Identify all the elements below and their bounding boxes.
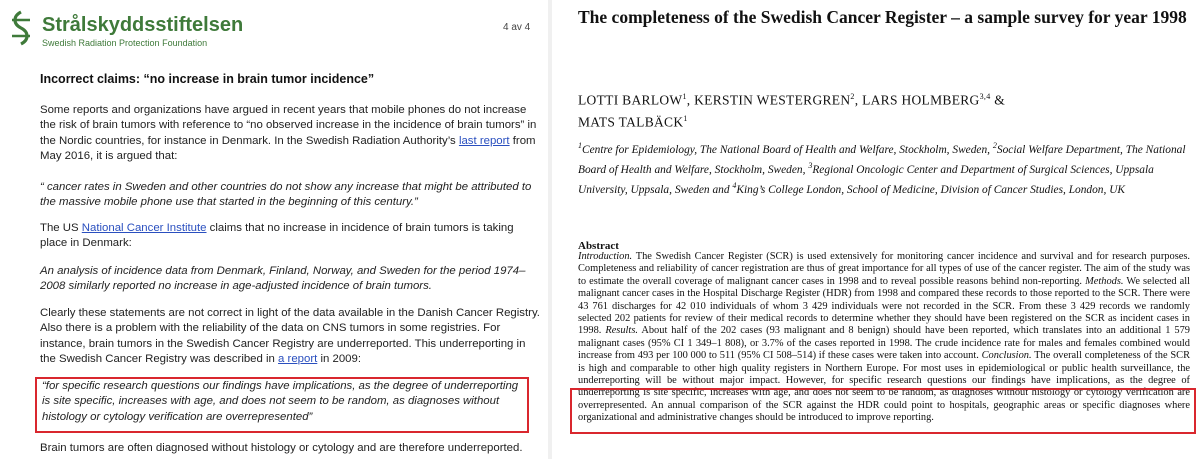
paragraph-text: Clearly these statements are not correct in light of the data available in the Danish Cancer Registry. Also there is a problem with the reliability of the data on CNS tumors in some registries. For instance, brain tumors in the Swedish Cancer Registry are underreported. This underreporting in the Swedish Cancer Registry was described in: [40, 307, 540, 366]
abstract-label: Conclusion.: [981, 350, 1032, 362]
paragraph-text: from May 2016, it is argued that:: [40, 134, 536, 163]
paragraph-closing: Brain tumors are often diagnosed without histology or cytology and are therefore underreported.: [40, 442, 523, 454]
left-document-page: [0, 0, 548, 459]
paragraph-danish-registry: [40, 306, 540, 368]
paragraph-text: The US: [40, 222, 82, 234]
author-affiliation-mark: 1: [682, 92, 687, 101]
abstract-label: Results.: [605, 325, 638, 337]
abstract-label: Methods.: [1085, 275, 1124, 287]
author-affiliation-mark: 1: [683, 113, 688, 123]
paper-affiliations: [578, 138, 1188, 198]
abstract-text: About half of the 202 cases (93 malignant and 8 benign) should have been reported, which translates into an additional 1 579 malignant cases (95% CI 1 349–1 808), or 3.7% of the cases reported in 1998. The crude incidence rate for males and females combined would increase from 493 per 100 000 to 511 (95% CI 508–514) if these cases were taken into account.: [578, 325, 1190, 362]
paragraph-text: claims that no increase in incidence of brain tumors is taking place in Denmark:: [40, 222, 514, 250]
paper-authors: [578, 88, 1198, 131]
abstract-text: The Swedish Cancer Register (SCR) is used extensively for monitoring cancer incidence and survival and for research purposes. Completeness and reliability of cancer registration are thus of great importance for all types of use of the cancer register. The aim of the study was to estimate the overall coverage of malignant cancer cases in 1998 and to reveal possible reasons behind non-reporting.: [578, 251, 1190, 287]
paper-title: The completeness of the Swedish Cancer Register – a sample survey for year 1998: [578, 7, 1187, 27]
quote-radiation-authority: “ cancer rates in Sweden and other countries do not show any increase that might be attributed to the massive mobile phone use that started in the beginning of this century.”: [40, 181, 532, 209]
affiliation-mark: 3: [808, 161, 813, 170]
quote-nci: An analysis of incidence data from Denmark, Finland, Norway, and Sweden for the period 1974–2008 similarly reported no increase in age-adjusted incidence of brain tumors.: [40, 265, 526, 293]
paragraph-intro: [40, 103, 540, 165]
abstract-label: Introduction.: [578, 251, 633, 262]
abstract-heading: Abstract: [578, 240, 619, 252]
affiliation-mark: 2: [992, 141, 997, 150]
national-cancer-institute-link[interactable]: National Cancer Institute: [81, 222, 207, 234]
affiliation-mark: 4: [732, 181, 737, 190]
author-name: LOTTI BARLOW: [578, 92, 683, 108]
section-heading: Incorrect claims: “no increase in brain tumor incidence”: [40, 72, 375, 86]
author-affiliation-mark: 2: [850, 92, 855, 101]
affiliation-text: Centre for Epidemiology, The National Board of Health and Welfare, Stockholm, Sweden,: [582, 143, 993, 156]
author-name: MATS TALBÄCK: [578, 114, 684, 129]
author-separator: &: [990, 92, 1005, 108]
highlight-box: [570, 388, 1196, 434]
affiliation-mark: 1: [578, 141, 582, 150]
author-name: , KERSTIN WESTERGREN: [686, 92, 851, 108]
radiation-symbol-icon: [8, 10, 34, 46]
right-paper-page: [552, 0, 1200, 459]
quote-highlighted: “for specific research questions our findings have implications, as the degree of underreporting is site specific, increases with age, and does not seem to be random, as diagnoses without histology or cytology verification are overrepresented”: [42, 380, 519, 423]
affiliation-text: King’s College London, School of Medicine, Division of Cancer Studies, London, UK: [736, 183, 1126, 196]
org-subtitle: Swedish Radiation Protection Foundation: [42, 38, 208, 48]
abstract-text: The overall completeness of the SCR is high and comparable to other high quality registers in Northern Europe. For most uses in epidemiological or public health surveillance, the underreporting will be without major impact. However, for specific research questions our findings have implications, as the degree of underreporting is site specific, increases with age, and does not seem to be random, as diagnoses without histology or cytology verification are overrepresented. An annual comparison of the SCR against the HDR could point to hospitals, geographic areas or specific diagnoses where organizational and administrative changes should be introduced to improve reporting.: [578, 350, 1190, 424]
author-affiliation-mark: 3,4: [979, 92, 991, 101]
org-name: Strålskyddsstiftelsen: [42, 14, 244, 36]
page-number: 4 av 4: [503, 22, 531, 33]
last-report-link[interactable]: last report: [458, 134, 510, 147]
paragraph-text: in 2009:: [317, 353, 362, 366]
author-name: , LARS HOLMBERG: [854, 92, 980, 108]
paragraph-text: Some reports and organizations have argued in recent years that mobile phones do not increase the risk of brain tumors with reference to “no observed increase in the incidence of brain tumors” in the Nordic countries, for instance in Denmark. In the Swedish Radiation Authority’s: [40, 104, 537, 147]
affiliation-text: Social Welfare Department, The National Board of Health and Welfare, Stockholm, Sweden,: [578, 143, 1186, 176]
a-report-link[interactable]: a report: [278, 353, 318, 366]
abstract-text: We selected all malignant cancer cases in the Hospital Discharge Register (HDR) from 1998 and compared these records to those reported to the SCR. There were 43 761 discharges for 42 010 individuals of whom 3 429 individuals were not recorded in the SCR. From these 3 429 records we randomly selected 202 patients for review of their medical records to determine whether they should have been registered on the SCR as incident cases in 1998.: [578, 275, 1190, 337]
paragraph-nci: [40, 221, 540, 252]
affiliation-text: Regional Oncologic Center and Department of Surgical Sciences, Uppsala University, Uppsala, Sweden and: [578, 163, 1154, 196]
